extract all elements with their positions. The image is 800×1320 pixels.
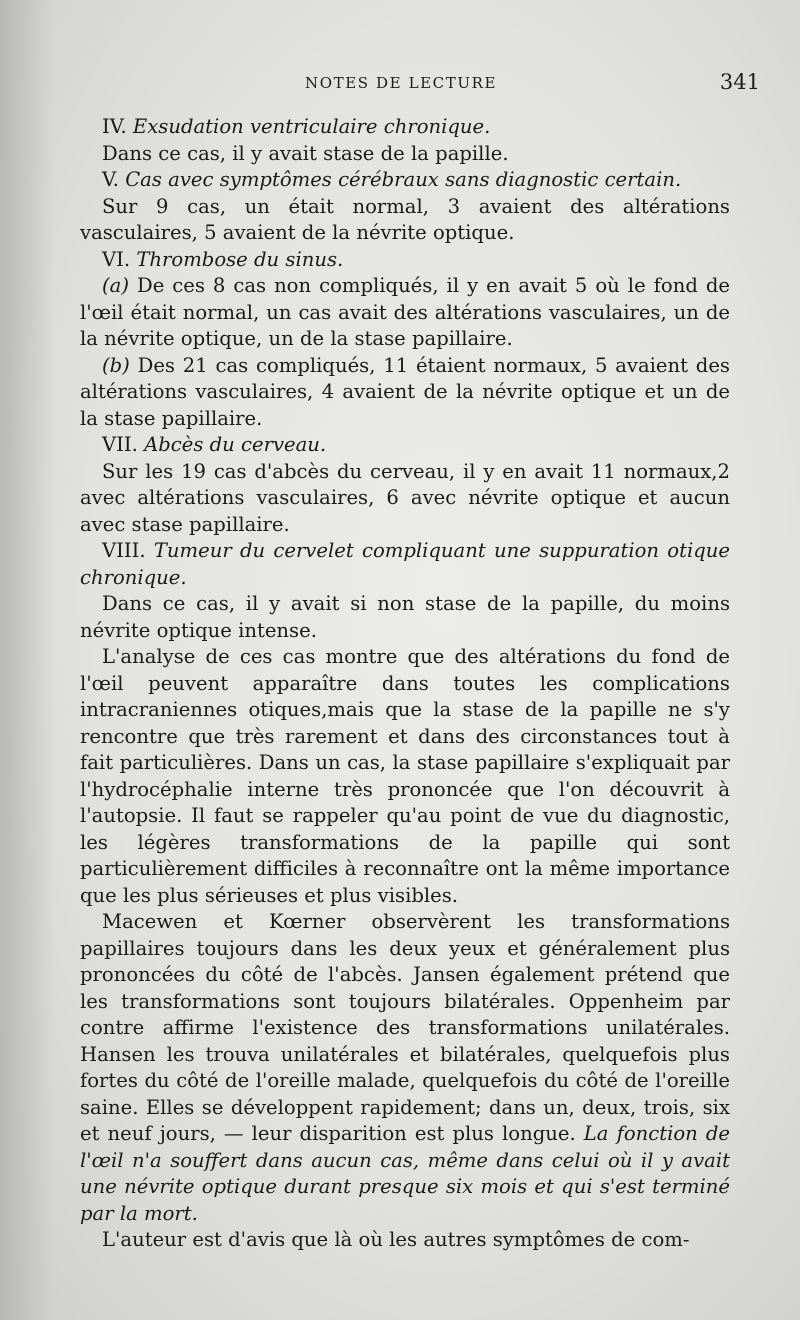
section-title: Thrombose du sinus. — [136, 247, 344, 271]
section-number: V. — [102, 168, 126, 191]
body-text — [80, 114, 730, 1254]
item-text: Des 21 cas compliqués, 11 étaient normaux, 5 avaient des altérations vasculaires, 4 avaient de la névrite optique et un de la stase papillaire. — [80, 353, 730, 430]
section-heading-vi — [80, 247, 730, 274]
paragraph: Sur les 19 cas d'abcès du cerveau, il y en avait 11 normaux,2 avec altérations vasculaires, 6 avec névrite optique et aucun avec stase papillaire. — [80, 459, 730, 536]
section-title: Tumeur du cervelet compliquant une suppuration otique chronique. — [80, 539, 730, 589]
paragraph: Dans ce cas, il y avait stase de la papille. — [102, 141, 509, 165]
section-number: IV. — [102, 115, 133, 138]
section-number: VI. — [102, 247, 137, 271]
section-title: Cas avec symptômes cérébraux sans diagnostic certain. — [125, 168, 682, 191]
section-heading-viii — [80, 538, 730, 591]
section-heading-vii — [80, 432, 730, 459]
paragraph: Dans ce cas, il y avait si non stase de la papille, du moins névrite optique intense. — [80, 592, 730, 642]
paragraph — [80, 909, 730, 1227]
item-text: De ces 8 cas non compliqués, il y en avait 5 où le fond de l'œil était normal, un cas avait des altérations vasculaires, un de la névrite optique, un de la stase papillaire. — [80, 274, 730, 350]
section-number: VII. — [102, 433, 145, 456]
section-heading-iv — [80, 114, 730, 141]
section-title: Abcès du cerveau. — [144, 433, 327, 456]
paragraph: L'analyse de ces cas montre que des altérations du fond de l'œil peuvent apparaître dans toutes les complications intracraniennes otiques,mais que la stase de la papille ne s'y rencontre que très rarement et dans des circonstances tout à fait particulières. Dans un cas, la stase papillaire s'expliquait par l'hydrocéphalie interne très prononcée que l'on découvrit à l'autopsie. Il faut se rappeler qu'au point de vue du diagnostic, les légères transformations de la papille qui sont particulièrement difficiles à reconnaître ont la même importance que les plus sérieuses et plus visibles. — [80, 645, 730, 907]
item-label: (a) — [102, 274, 129, 297]
paragraph — [80, 273, 730, 353]
item-label: (b) — [102, 353, 130, 377]
page-gutter-shadow — [0, 0, 55, 1320]
section-number: VIII. — [102, 539, 154, 562]
paragraph-italic-text: La fonction de l'œil n'a souffert dans aucun cas, même dans celui où il y avait une névrite optique durant presque six mois et qui s'est terminé par la mort. — [80, 1122, 730, 1225]
section-title: Exsudation ventriculaire chronique. — [132, 115, 491, 138]
running-head: NOTES DE LECTURE — [305, 74, 498, 92]
paragraph — [80, 353, 730, 433]
paragraph: L'auteur est d'avis que là où les autres symptômes de com- — [102, 1228, 690, 1251]
page-header — [0, 72, 800, 102]
paragraph-text: Macewen et Kœrner observèrent les transformations papillaires toujours dans les deux yeux et généralement plus prononcées du côté de l'abcès. Jansen également prétend que les transformations sont toujours bilatérales. Oppenheim par contre affirme l'existence des transformations unilatérales. Hansen les trouva unilatérales et bilatérales, quelquefois plus fortes du côté de l'oreille malade, quelquefois du côté de l'oreille saine. Elles se développent rapidement; dans un, deux, trois, six et neuf jours, — leur disparition est plus longue. — [80, 910, 730, 1145]
page-number: 341 — [719, 70, 760, 94]
section-heading-v — [80, 167, 730, 194]
paragraph: Sur 9 cas, un était normal, 3 avaient des altérations vasculaires, 5 avaient de la névrite optique. — [80, 194, 730, 244]
